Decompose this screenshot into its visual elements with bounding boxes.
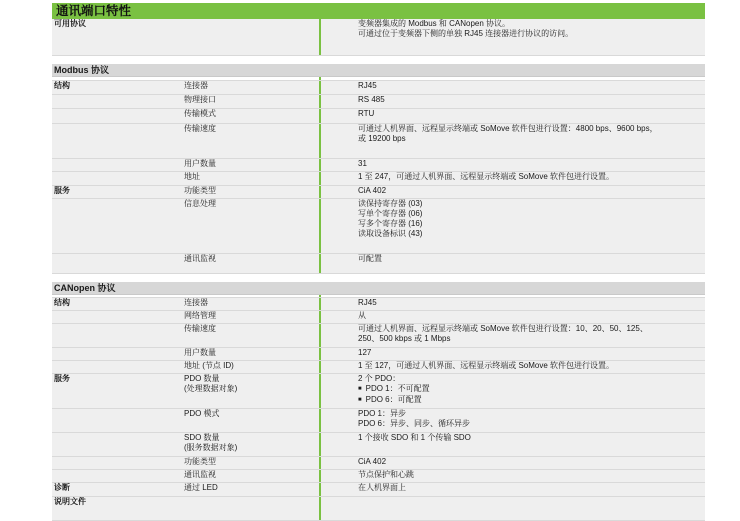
modbus-row <box>52 81 705 95</box>
row-value: CiA 402 <box>358 457 387 466</box>
row-name: 功能类型 <box>184 457 216 466</box>
canopen-row <box>52 374 705 409</box>
canopen-row <box>52 433 705 457</box>
row-name: 连接器 <box>184 81 208 90</box>
row-name: 功能类型 <box>184 186 216 195</box>
canopen-row <box>52 361 705 374</box>
canopen-row <box>52 324 705 348</box>
row-value <box>321 19 705 55</box>
row-value: RJ45 <box>358 81 377 90</box>
row-value: 可配置 <box>358 254 382 263</box>
group-label: 结构 <box>54 298 70 307</box>
row-value: 从 <box>358 311 366 320</box>
row-name: PDO 数量 (处理数据对象) <box>184 374 238 393</box>
spacer <box>52 274 705 282</box>
canopen-row <box>52 409 705 433</box>
row-label: 可用协议 <box>54 19 86 28</box>
row-name: 传输模式 <box>184 109 216 118</box>
modbus-row <box>52 199 705 254</box>
row-name: 用户数量 <box>184 348 216 357</box>
row-value: RTU <box>358 109 375 118</box>
row-value: CiA 402 <box>358 186 387 195</box>
row-name: 物理接口 <box>184 95 216 104</box>
row-value: 可通过人机界面、远程显示终端或 SoMove 软件包进行设置：4800 bps、9600 bps， 或 19200 bps <box>358 124 658 143</box>
row-value: 节点保护和心跳 <box>358 470 414 479</box>
row-name: 传输速度 <box>184 324 216 333</box>
modbus-row <box>52 159 705 172</box>
group-label: 结构 <box>54 81 70 90</box>
row-name: 传输速度 <box>184 124 216 133</box>
canopen-row <box>52 457 705 470</box>
row-value: 在人机界面上 <box>358 483 406 492</box>
row-available-protocols <box>52 19 705 56</box>
spacer <box>52 56 705 64</box>
row-value: 可通过人机界面、远程显示终端或 SoMove 软件包进行设置：10、20、50、125、 250、500 kbps 或 1 Mbps <box>358 324 648 343</box>
row-name: 用户数量 <box>184 159 216 168</box>
group-label: 服务 <box>54 374 70 383</box>
modbus-row <box>52 186 705 199</box>
row-value: 1 至 127，可通过人机界面、远程显示终端或 SoMove 软件包进行设置。 <box>358 361 615 370</box>
row-name: 信息处理 <box>184 199 216 208</box>
value-line: 变频器集成的 Modbus 和 CANopen 协议。 <box>358 19 511 28</box>
page-title: 通讯端口特性 <box>52 3 705 19</box>
row-value: RJ45 <box>358 298 377 307</box>
row-value: 31 <box>358 159 367 168</box>
modbus-row <box>52 172 705 186</box>
row-name: 通讯监视 <box>184 470 216 479</box>
row-name: 网络管理 <box>184 311 216 320</box>
row-value: 1 个接收 SDO 和 1 个传输 SDO <box>358 433 471 442</box>
row-label: 说明文件 <box>54 497 86 506</box>
section-title-modbus: Modbus 协议 <box>52 64 705 77</box>
row-name: PDO 模式 <box>184 409 220 418</box>
bullet-item: ■ PDO 1：不可配置 <box>358 384 705 395</box>
value-line: 可通过位于变频器下侧的单独 RJ45 连接器进行协议的访问。 <box>358 29 574 38</box>
modbus-row <box>52 124 705 159</box>
row-name: 地址 (节点 ID) <box>184 361 234 370</box>
row-documentation <box>52 497 705 521</box>
row-name: 通过 LED <box>184 483 218 492</box>
canopen-row <box>52 298 705 311</box>
row-value: 读保持寄存器 (03) 写单个寄存器 (06) 写多个寄存器 (16) 读取设备标识 (43) <box>358 199 423 238</box>
modbus-row <box>52 254 705 274</box>
spec-table <box>52 3 705 521</box>
modbus-row <box>52 95 705 109</box>
row-value: RS 485 <box>358 95 385 104</box>
row-name: 地址 <box>184 172 200 181</box>
row-value: 2 个 PDO： ■ PDO 1：不可配置 ■ PDO 6：可配置 <box>321 374 705 408</box>
modbus-row <box>52 109 705 124</box>
group-label: 服务 <box>54 186 70 195</box>
row-name: 连接器 <box>184 298 208 307</box>
section-title-canopen: CANopen 协议 <box>52 282 705 295</box>
bullet-item: ■ PDO 6：可配置 <box>358 395 705 406</box>
row-name: 通讯监视 <box>184 254 216 263</box>
row-value: 127 <box>358 348 372 357</box>
row-value: PDO 1：异步 PDO 6：异步、同步、循环异步 <box>358 409 471 428</box>
row-name: SDO 数量 (服务数据对象) <box>184 433 238 452</box>
row-value: 1 至 247，可通过人机界面、远程显示终端或 SoMove 软件包进行设置。 <box>358 172 615 181</box>
canopen-row <box>52 311 705 324</box>
row-label: 诊断 <box>54 483 70 492</box>
canopen-row <box>52 348 705 361</box>
row-diagnostics <box>52 483 705 497</box>
canopen-row <box>52 470 705 483</box>
